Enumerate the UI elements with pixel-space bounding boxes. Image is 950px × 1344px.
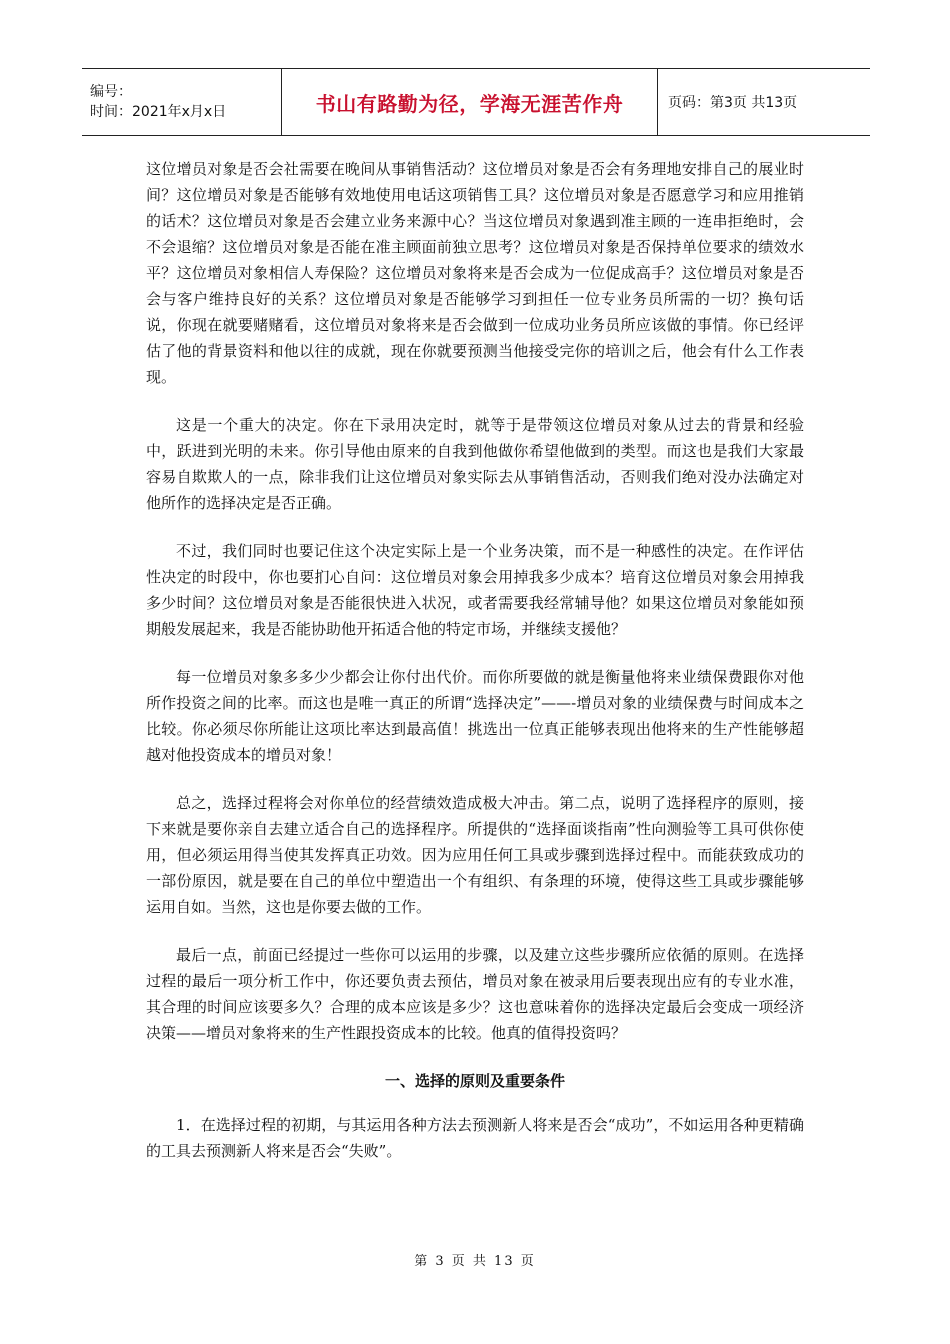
header-page-info: 页码：第3页 共13页 [668, 95, 798, 111]
body-paragraph: 这位增员对象是否会社需要在晚间从事销售活动？这位增员对象是否会有务理地安排自己的展业时间？这位增员对象是否能够有效地使用电话这项销售工具？这位增员对象是否愿意学习和应用推销的话术？这位增员对象是否会建立业务来源中心？当这位增员对象遇到准主顾的一连串拒绝时，会不会退缩？这位增员对象是否能在准主顾面前独立思考？这位增员对象是否保持单位要求的绩效水平？这位增员对象相信人寿保险？这位增员对象将来是否会成为一位促成高手？这位增员对象是否会与客户维持良好的关系？这位增员对象是否能够学习到担任一位专业务员所需的一切？换句话说，你现在就要赌赌看，这位增员对象将来是否会做到一位成功业务员所应该做的事情。你已经评估了他的背景资料和他以往的成就，现在你就要预测当他接受完你的培训之后，他会有什么工作表现。 [146, 160, 804, 386]
numbered-item: 1．在选择过程的初期，与其运用各种方法去预测新人将来是否会“成功”，不如运用各种更精确的工具去预测新人将来是否会“失败”。 [146, 1116, 804, 1160]
header-page-cell [658, 69, 870, 135]
document-time-label: 时间：2021年x月x日 [90, 104, 227, 120]
page-footer: 第 3 页 共 13 页 [414, 1254, 536, 1269]
header-motto-cell [282, 69, 658, 135]
section-heading: 一、选择的原则及重要条件 [384, 1072, 565, 1090]
body-paragraph: 总之，选择过程将会对你单位的经营绩效造成极大冲击。第二点，说明了选择程序的原则，接下来就是要你亲自去建立适合自己的选择程序。所提供的“选择面谈指南”性向测验等工具可供你使用，但必须运用得当使其发挥真正功效。因为应用任何工具或步骤到选择过程中。而能获致成功的一部份原因，就是要在自己的单位中塑造出一个有组织、有条理的环境，使得这些工具或步骤能够运用自如。当然，这也是你要去做的工作。 [146, 794, 804, 916]
header-motto: 书山有路勤为径，学海无涯苦作舟 [315, 91, 624, 116]
body-paragraph: 这是一个重大的决定。你在下录用决定时，就等于是带领这位增员对象从过去的背景和经验中，跃进到光明的未来。你引导他由原来的自我到他做你希望他做到的类型。而这也是我们大家最容易自欺欺人的一点，除非我们让这位增员对象实际去从事销售活动，否则我们绝对没办法确定对他所作的选择决定是否正确。 [146, 416, 804, 512]
body-paragraph: 最后一点，前面已经提过一些你可以运用的步骤，以及建立这些步骤所应依循的原则。在选择过程的最后一项分析工作中，你还要负责去预估，增员对象在被录用后要表现出应有的专业水准，其合理的时间应该要多久？合理的成本应该是多少？这也意味着你的选择决定最后会变成一项经济决策——增员对象将来的生产性跟投资成本的比较。他真的值得投资吗？ [146, 946, 804, 1042]
header-meta-cell [82, 69, 282, 135]
document-body [146, 156, 804, 1186]
document-number-label: 编号： [90, 84, 132, 100]
document-header [82, 68, 870, 136]
body-paragraph: 每一位增员对象多多少少都会让你付出代价。而你所要做的就是衡量他将来业绩保费跟你对他所作投资之间的比率。而这也是唯一真正的所谓“选择决定”——-增员对象的业绩保费与时间成本之比较。你必须尽你所能让这项比率达到最高值！挑选出一位真正能够表现出他将来的生产性能够超越对他投资成本的增员对象！ [146, 668, 804, 764]
body-paragraph: 不过，我们同时也要记住这个决定实际上是一个业务决策，而不是一种感性的决定。在作评估性决定的时段中，你也要扪心自问：这位增员对象会用掉我多少成本？培育这位增员对象会用掉我多少时间？这位增员对象是否能很快进入状况，或者需要我经常辅导他？如果这位增员对象能如预期般发展起来，我是否能协助他开拓适合他的特定市场，并继续支援他？ [146, 542, 804, 638]
